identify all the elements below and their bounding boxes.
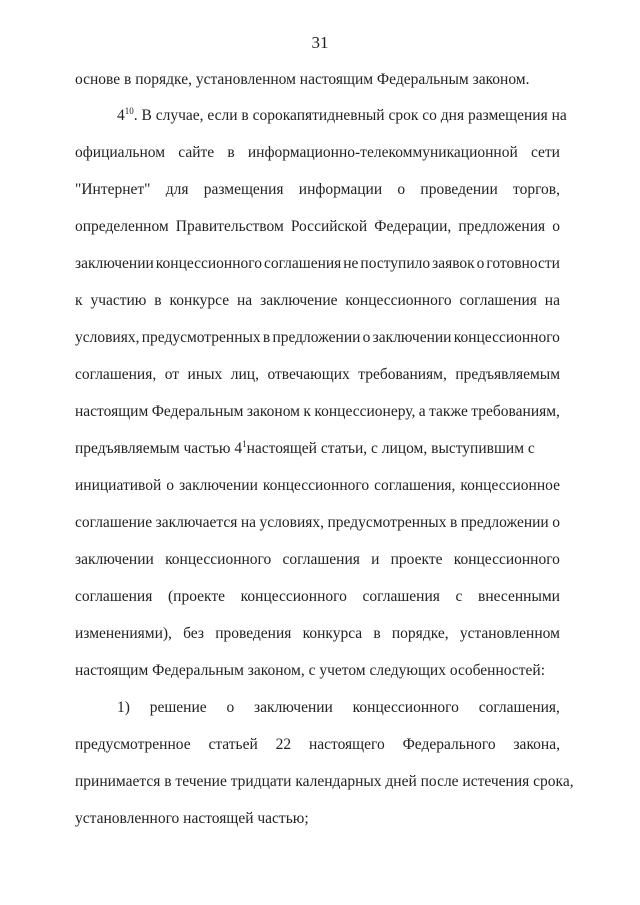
word: решение [149,699,207,716]
word: о [476,255,485,272]
word: в [262,329,271,346]
word: с [455,588,463,605]
word: законом [246,403,300,420]
paragraph-line [75,328,560,348]
word: установленном [459,625,560,642]
word: к [303,403,311,420]
word: без [183,625,204,642]
word: статьей [208,736,258,753]
paragraph-line [75,365,560,385]
word: конкурса [302,625,363,642]
word: о [166,477,175,494]
paragraph-line [75,143,560,163]
word: соглашения [362,588,440,605]
word: концессионное [460,477,560,494]
word: в [449,514,458,531]
paragraph-line [75,550,560,570]
word: официальном [75,144,166,161]
word: о [397,181,406,198]
word: соглашения [263,255,342,272]
word: проведения [215,625,292,642]
word: на [544,292,560,309]
word: соглашения [459,292,537,309]
word: соглашения [282,551,360,568]
word: условиях, [75,329,140,346]
word: предусмотренных [327,514,447,531]
word: предъявляемым [455,366,560,383]
paragraph-line-text: . В случае, если в сорокапятидневный срок со дня размещения на [133,107,567,124]
word: конкурсе [169,292,230,309]
word: а [418,403,426,420]
paragraph-line [75,735,560,755]
word: предложения [458,218,546,235]
word: закона, [513,736,560,753]
word: настоящим [75,403,149,420]
word: предложении [460,514,549,531]
word: предусмотренное [75,736,191,753]
word: сайте [178,144,215,161]
paragraph-line [75,439,560,459]
paragraph-line [75,587,560,607]
word: о [226,699,235,716]
word: предусмотренных [141,329,261,346]
word: в [154,292,162,309]
word: заявок [432,255,475,272]
word: определенном [75,218,169,235]
paragraph-line: настоящим Федеральным законом, с учетом следующих особенностей: [75,662,546,679]
paragraph-line [75,254,560,274]
paragraph-line [75,180,560,200]
word: изменениями), [75,625,172,642]
word: о [552,514,560,531]
word: концессионного [165,551,272,568]
paragraph-line: основе в порядке, установленном настоящим Федеральным законом. [75,71,530,88]
word: "Интернет" [75,181,151,198]
word: заключается [155,514,238,531]
word: требованиям, [471,403,560,420]
word: заключение [260,292,338,309]
word: Федерального [402,736,496,753]
word: концессионеру, [314,403,416,420]
word: 1) [117,699,130,716]
word: соглашения, [374,477,456,494]
word: торгов, [513,181,560,198]
word: соглашения, [478,699,560,716]
word: концессионного [155,255,262,272]
word: к [75,292,83,309]
word: готовности [486,255,560,272]
page-number: 31 [311,33,329,52]
word: концессионного [453,551,560,568]
paragraph-line [75,476,560,496]
word: лиц, [230,366,259,383]
word: концессионного [262,477,370,494]
word: и [371,551,380,568]
word: соглашения [75,588,153,605]
word: заключении [254,699,333,716]
word: на [240,514,257,531]
list-item-line [117,698,560,718]
part-superscript: 1 [242,438,247,449]
paragraph-line [75,402,560,422]
word: заключении [372,329,452,346]
word: предложении [272,329,361,346]
word: соглашения, [75,366,157,383]
word: 22 [275,736,292,753]
word: для [165,181,189,198]
word: от [164,366,180,383]
word: концессионного [453,329,560,346]
word: в [227,144,235,161]
word: размещения [203,181,284,198]
word: иных [187,366,223,383]
word: Федерации, [374,218,452,235]
word: информационно-телекоммуникационной [247,144,518,161]
word: сети [530,144,560,161]
clause-superscript: 10 [124,105,134,116]
word: заключении [75,255,154,272]
word: на [237,292,253,309]
word: участию [90,292,147,309]
word: требованиям, [358,366,447,383]
paragraph-line [75,217,560,237]
word: в [373,625,381,642]
word: Федеральным [151,403,244,420]
word: соглашение [75,514,153,531]
word: заключении [75,551,154,568]
clause-number: 4 [117,107,125,124]
paragraph-line: установленного настоящей частью; [75,810,309,827]
paragraph-line-text: предъявляемым частью 4 [75,440,243,457]
word: отвечающих [267,366,350,383]
paragraph-line [75,513,560,533]
paragraph-line [117,105,567,126]
word: не [343,255,359,272]
paragraph-line: принимается в течение тридцати календарных дней после истечения срока, [75,773,574,790]
word: концессионного [352,699,459,716]
word: инициативой [75,477,162,494]
word: настоящего [308,736,385,753]
word: о [552,218,560,235]
word: условиях, [259,514,325,531]
word: проекте [390,551,443,568]
word: концессионного [345,292,452,309]
word: внесенными [478,588,560,605]
word: также [429,403,468,420]
paragraph-line-text: настоящей статьи, с лицом, выступившим с [246,440,535,457]
word: Российской [290,218,368,235]
word: (проекте [168,588,226,605]
word: концессионного [240,588,347,605]
word: о [362,329,371,346]
paragraph-line [75,624,560,644]
word: порядке, [391,625,449,642]
word: поступило [360,255,431,272]
word: Правительством [175,218,284,235]
paragraph-line [75,291,560,311]
word: информации [298,181,383,198]
word: проведении [420,181,498,198]
word: заключении [179,477,258,494]
